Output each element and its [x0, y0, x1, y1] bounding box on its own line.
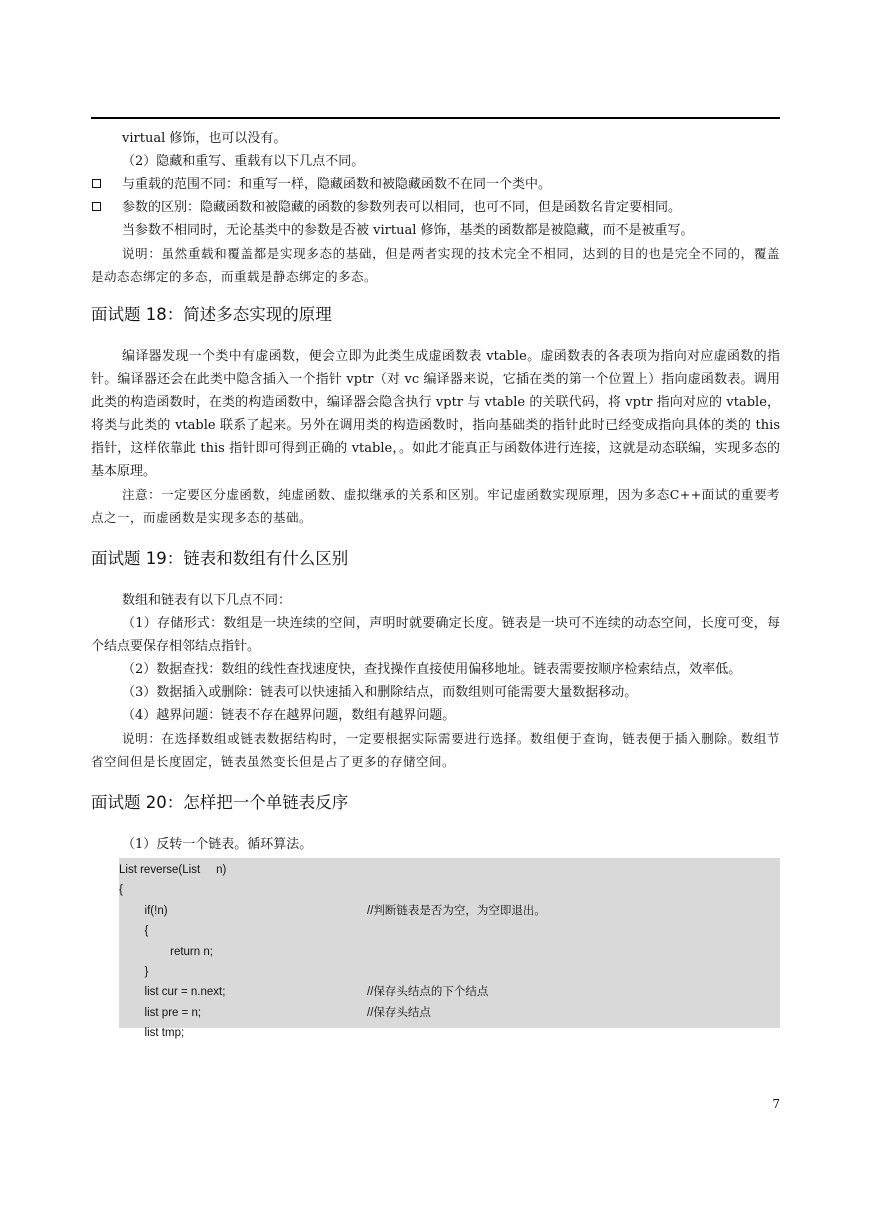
code-line — [119, 860, 780, 880]
code-comment: //保存头结点 — [367, 1006, 431, 1019]
code-text: { — [119, 925, 149, 938]
section-19-point: （2）数据查找：数组的线性查找速度快，查找操作直接使用偏移地址。链表需要按顺序检索结点，效率低。 — [122, 662, 742, 677]
code-comment: //判断链表是否为空，为空即退出。 — [367, 904, 546, 917]
code-text: { — [119, 884, 123, 897]
bullet-text: 与重载的范围不同：和重写一样，隐藏函数和被隐藏函数不在同一个类中。 — [122, 177, 552, 192]
paragraph: （2）隐藏和重写、重载有以下几点不同。 — [122, 154, 365, 169]
code-line — [119, 982, 780, 1002]
section-19-point: （4）越界问题：链表不存在越界问题，数组有越界问题。 — [122, 708, 456, 723]
code-line — [119, 1023, 780, 1043]
code-line — [119, 962, 780, 982]
section-18-title: 面试题 18：简述多态实现的原理 — [91, 305, 332, 324]
header-rule — [91, 117, 780, 119]
code-line — [119, 880, 780, 900]
section-20-intro: （1）反转一个链表。循环算法。 — [122, 837, 313, 852]
section-19-note: 说明：在选择数组或链表数据结构时，一定要根据实际需要进行选择。数组便于查询，链表便于插入删除。数组节省空间但是长度固定，链表虽然变长但是占了更多的存储空间。 — [91, 731, 780, 769]
code-comment: //保存头结点的下个结点 — [367, 986, 489, 999]
code-text: if(!n) — [119, 904, 168, 917]
code-line — [119, 1003, 780, 1023]
bullet-item — [91, 173, 780, 196]
code-text: List reverse(List n) — [119, 864, 227, 876]
section-19-point: （3）数据插入或删除：链表可以快速插入和删除结点，而数组则可能需要大量数据移动。 — [122, 685, 638, 700]
checkbox-bullet-icon — [92, 179, 101, 188]
section-19-intro: 数组和链表有以下几点不同： — [122, 593, 292, 608]
bullet-item — [91, 196, 780, 219]
code-text: list pre = n; — [119, 1006, 202, 1019]
paragraph: 当参数不相同时，无论基类中的参数是否被 virtual 修饰，基类的函数都是被隐藏，而不是被重写。 — [122, 223, 694, 238]
section-18-body: 编译器发现一个类中有虚函数，便会立即为此类生成虚函数表 vtable。虚函数表的各表项为指向对应虚函数的指针。编译器还会在此类中隐含插入一个指针 vptr（对 vc 编译器来说，它插在类的第一个位置上）指向虚函数表。调用此类的构造函数时，在类的构造函数中，编译器会隐含执行 vptr 与 vtable 的关联代码，将 vptr 指向对应的 vtable，将类与此类的 vtable 联系了起来。另外在调用类的构造函数时，指向基础类的指针此时已经变成指向具体的类的 this 指针，这样依靠此 this 指针即可得到正确的 vtable，。如此才能真正与函数体进行连接，这就是动态联编，实现多态的基本原理。 — [91, 349, 780, 479]
checkbox-bullet-icon — [92, 202, 101, 211]
page-content — [91, 127, 780, 1040]
code-line — [119, 901, 780, 921]
code-line — [119, 942, 780, 962]
code-text: list tmp; — [119, 1027, 185, 1040]
section-19-point: （1）存储形式：数组是一块连续的空间，声明时就要确定长度。链表是一块可不连续的动态空间，长度可变，每个结点要保存相邻结点指针。 — [91, 616, 780, 654]
page-number: 7 — [772, 1097, 780, 1111]
section-20-title: 面试题 20：怎样把一个单链表反序 — [91, 793, 349, 812]
code-line — [119, 921, 780, 941]
section-19-title: 面试题 19：链表和数组有什么区别 — [91, 549, 349, 568]
paragraph: virtual 修饰，也可以没有。 — [122, 131, 287, 146]
code-text: return n; — [119, 945, 213, 958]
code-text: list cur = n.next; — [119, 986, 226, 999]
bullet-text: 参数的区别：隐藏函数和被隐藏的函数的参数列表可以相同，也可不同，但是函数名肯定要相同。 — [122, 200, 682, 215]
code-text: } — [119, 965, 149, 978]
note-paragraph: 说明：虽然重载和覆盖都是实现多态的基础，但是两者实现的技术完全不相同，达到的目的也是完全不同的，覆盖是动态态绑定的多态，而重载是静态绑定的多态。 — [91, 246, 780, 284]
section-18-note: 注意：一定要区分虚函数，纯虚函数、虚拟继承的关系和区别。牢记虚函数实现原理，因为多态C++面试的重要考点之一，而虚函数是实现多态的基础。 — [91, 487, 780, 525]
code-block — [119, 858, 780, 1040]
